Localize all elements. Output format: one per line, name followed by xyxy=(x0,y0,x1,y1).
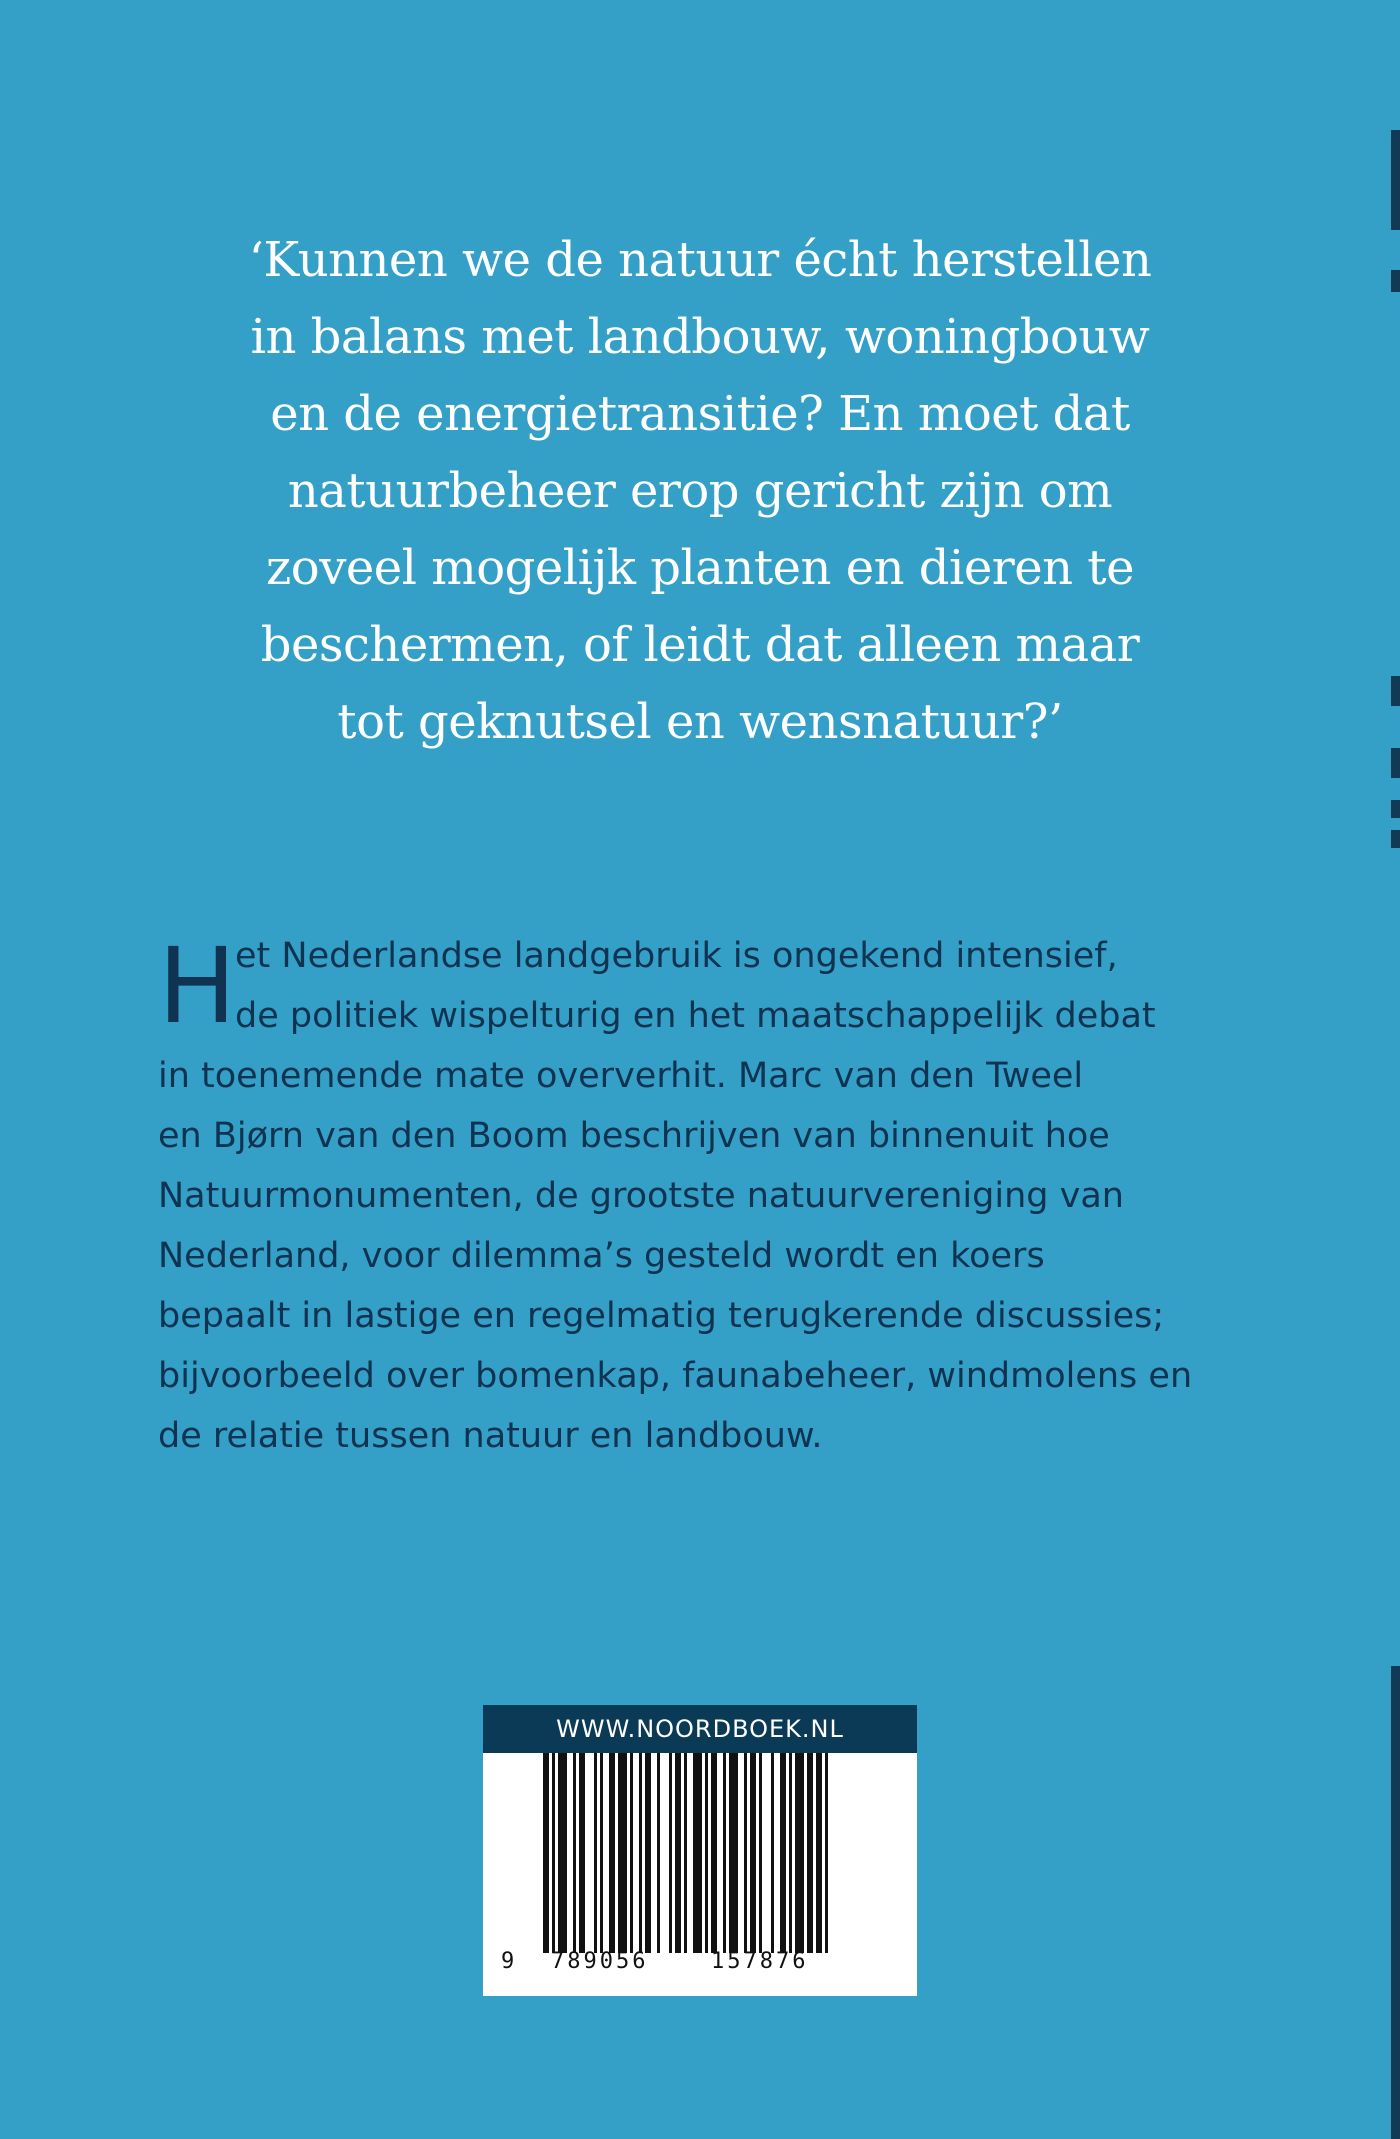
quote-line: natuurbeheer erop gericht zijn om xyxy=(287,463,1113,519)
book-description xyxy=(158,926,1218,1466)
drop-cap: H xyxy=(158,925,237,1047)
spine-mark xyxy=(1391,270,1400,292)
spine-mark xyxy=(1391,1666,1400,2139)
barcode-digits-right: 157876 xyxy=(711,1949,809,1974)
barcode-number xyxy=(483,1949,917,1985)
spine-mark xyxy=(1391,748,1400,778)
quote-line: tot geknutsel en wensnatuur?’ xyxy=(337,694,1063,750)
quote-line: zoveel mogelijk planten en dieren te xyxy=(266,540,1134,596)
quote-line: en de energietransitie? En moet dat xyxy=(270,386,1130,442)
barcode-digits-left: 789056 xyxy=(551,1949,649,1974)
barcode-digit-prefix: 9 xyxy=(501,1949,515,1974)
quote-line: ‘Kunnen we de natuur écht herstellen xyxy=(248,232,1152,288)
quote-line: beschermen, of leidt dat alleen maar xyxy=(260,617,1140,673)
description-line: bijvoorbeeld over bomenkap, faunabeheer, windmolens en xyxy=(158,1356,1193,1396)
description-line: Nederland, voor dilemma’s gesteld wordt en koers xyxy=(158,1236,1045,1276)
website-url: WWW.NOORDBOEK.NL xyxy=(483,1705,917,1753)
spine-mark xyxy=(1391,830,1400,848)
description-line: de politiek wispelturig en het maatschappelijk debat xyxy=(235,996,1156,1036)
description-line: et Nederlandse landgebruik is ongekend intensief, xyxy=(235,936,1118,976)
spine-mark xyxy=(1391,130,1400,230)
description-line: de relatie tussen natuur en landbouw. xyxy=(158,1416,823,1456)
pull-quote xyxy=(200,222,1200,761)
quote-line: in balans met landbouw, woningbouw xyxy=(250,309,1150,365)
spine-mark xyxy=(1391,676,1400,706)
description-line: in toenemende mate oververhit. Marc van den Tweel xyxy=(158,1056,1084,1096)
spine-mark xyxy=(1391,800,1400,818)
barcode-bars xyxy=(483,1753,917,1953)
description-line: en Bjørn van den Boom beschrijven van binnenuit hoe xyxy=(158,1116,1110,1156)
description-line: bepaalt in lastige en regelmatig terugkerende discussies; xyxy=(158,1296,1165,1336)
isbn-barcode xyxy=(483,1705,917,1996)
description-line: Natuurmonumenten, de grootste natuurvereniging van xyxy=(158,1176,1124,1216)
